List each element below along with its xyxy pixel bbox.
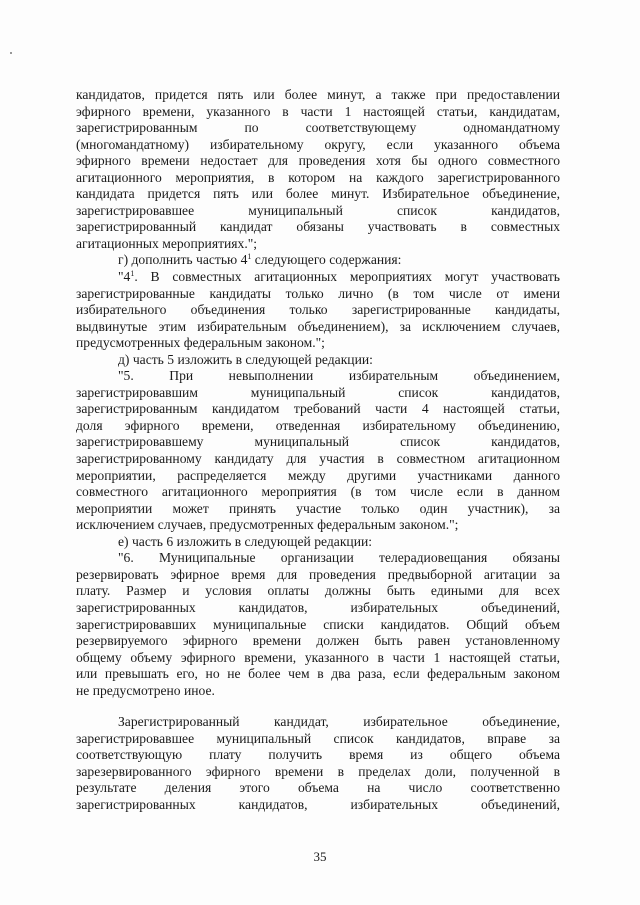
page-number: 35 <box>313 849 327 864</box>
line-text: выдвинутые этим избирательным объединением), за исключением случаев, <box>76 318 560 334</box>
line-text: "5. При невыполнении избирательным объединением, <box>118 368 560 384</box>
line-text: зарегистрировавшее муниципальный список кандидатов, вправе за <box>76 730 560 746</box>
text-line <box>76 186 560 203</box>
text-line <box>76 319 560 336</box>
line-text: совместного агитационного мероприятия (в том числе если в данном <box>76 484 560 500</box>
text-line <box>76 385 560 402</box>
line-text: кандидата придется пять или более минут. Избирательное объединение, <box>76 186 560 202</box>
text-line <box>76 780 560 797</box>
text-line <box>76 567 560 584</box>
line-text: зарегистрировавшему муниципальный список кандидатов, <box>76 434 560 450</box>
superscript: 1 <box>247 252 252 262</box>
line-text: "4 <box>118 269 131 285</box>
text-line <box>76 434 560 451</box>
line-text: зарегистрированные кандидаты только лично (в том числе от имени <box>76 285 560 301</box>
text-line <box>76 451 560 468</box>
text-line <box>76 252 560 269</box>
text-line <box>76 368 560 385</box>
text-line <box>76 335 560 352</box>
line-text: не предусмотрено иное. <box>76 682 215 698</box>
line-text: г) дополнить частью 4 <box>118 252 248 268</box>
line-text: соответствующую плату получить время из общего объема <box>76 747 560 763</box>
line-text: зарегистрированных кандидатов, избирательных объединений, <box>76 599 560 615</box>
line-text: результате деления этого объема на число соответственно <box>76 780 560 796</box>
line-text: зарегистрированный кандидат обязаны участвовать в совместных <box>76 219 560 235</box>
line-text: зарезервированного эфирного времени в пределах доли, полученной в <box>76 763 560 779</box>
text-line <box>76 600 560 617</box>
text-line <box>76 534 560 551</box>
text-line <box>76 302 560 319</box>
line-text: агитационных мероприятиях."; <box>76 235 258 251</box>
text-line <box>76 153 560 170</box>
text-line <box>76 797 560 814</box>
text-line <box>76 269 560 286</box>
text-line <box>76 714 560 731</box>
line-text: резервируемого эфирного времени должен быть равен установленному <box>76 633 560 649</box>
text-line <box>76 236 560 253</box>
line-text: или превышать его, но не более чем в два раза, если федеральным законом <box>76 666 560 682</box>
line-text: "6. Муниципальные организации телерадиовещания обязаны <box>118 550 560 566</box>
line-text: зарегистрировавшим муниципальный список кандидатов, <box>76 384 560 400</box>
text-line <box>76 286 560 303</box>
line-text: эфирного времени, указанного в части 1 настоящей статьи, кандидатам, <box>76 103 560 119</box>
line-text: предусмотренных федеральным законом."; <box>76 335 325 351</box>
text-line <box>76 468 560 485</box>
document-body <box>76 87 560 814</box>
line-text: зарегистрировавших муниципальные списки кандидатов. Общий объем <box>76 616 560 632</box>
text-line <box>76 764 560 781</box>
text-line <box>76 501 560 518</box>
text-line <box>76 484 560 501</box>
text-line <box>76 683 560 700</box>
line-text: эфирного времени недостает для проведения хотя бы одного совместного <box>76 153 560 169</box>
text-line <box>76 731 560 748</box>
line-text: плату. Размер и условия оплаты должны быть едиными для всех <box>76 583 560 599</box>
line-text-continued: . В совместных агитационных мероприятиях могут участвовать <box>134 269 560 285</box>
line-text: Зарегистрированный кандидат, избирательное объединение, <box>118 714 560 730</box>
text-line <box>76 650 560 667</box>
text-line <box>76 87 560 104</box>
line-text: исключением случаев, предусмотренных федеральным законом."; <box>76 517 459 533</box>
paragraph-gap <box>76 699 560 714</box>
line-text: доля эфирного времени, отведенная избирательному объединению, <box>76 417 560 433</box>
text-line <box>76 747 560 764</box>
line-text: зарегистрированным по соответствующему одномандатному <box>76 120 560 136</box>
line-text: агитационного мероприятия, в котором на каждого зарегистрированного <box>76 169 560 185</box>
line-text: зарегистрированных кандидатов, избирательных объединений, <box>76 796 560 812</box>
scan-speck <box>10 52 12 54</box>
superscript: 1 <box>130 269 135 279</box>
text-line <box>76 583 560 600</box>
text-line <box>76 418 560 435</box>
text-line <box>76 617 560 634</box>
line-text: мероприятии может принять участие только один участник), за <box>76 500 560 516</box>
line-text: мероприятии, распределяется между другими участниками данного <box>76 467 560 483</box>
line-text: кандидатов, придется пять или более минут, а также при предоставлении <box>76 87 560 102</box>
line-text: общему объему эфирного времени, указанного в части 1 настоящей статьи, <box>76 649 560 665</box>
line-text: (многомандатному) избирательному округу, если указанного объема <box>76 136 560 152</box>
line-text: зарегистрированному кандидату для участия в совместном агитационном <box>76 451 560 467</box>
text-line <box>76 104 560 121</box>
text-line <box>76 401 560 418</box>
line-text-continued: следующего содержания: <box>251 252 402 268</box>
line-text: е) часть 6 изложить в следующей редакции: <box>118 533 373 549</box>
text-line <box>76 120 560 137</box>
text-line <box>76 666 560 683</box>
text-line <box>76 137 560 154</box>
line-text: резервировать эфирное время для проведения предвыборной агитации за <box>76 566 560 582</box>
text-line <box>76 633 560 650</box>
text-line <box>76 352 560 369</box>
line-text: д) часть 5 изложить в следующей редакции: <box>118 351 373 367</box>
text-line <box>76 550 560 567</box>
line-text: зарегистрированным кандидатом требований части 4 настоящей статьи, <box>76 401 560 417</box>
text-line <box>76 219 560 236</box>
text-line <box>76 203 560 220</box>
line-text: зарегистрировавшее муниципальный список кандидатов, <box>76 202 560 218</box>
text-line <box>76 170 560 187</box>
text-line <box>76 517 560 534</box>
line-text: избирательного объединения только зарегистрированные кандидаты, <box>76 302 560 318</box>
